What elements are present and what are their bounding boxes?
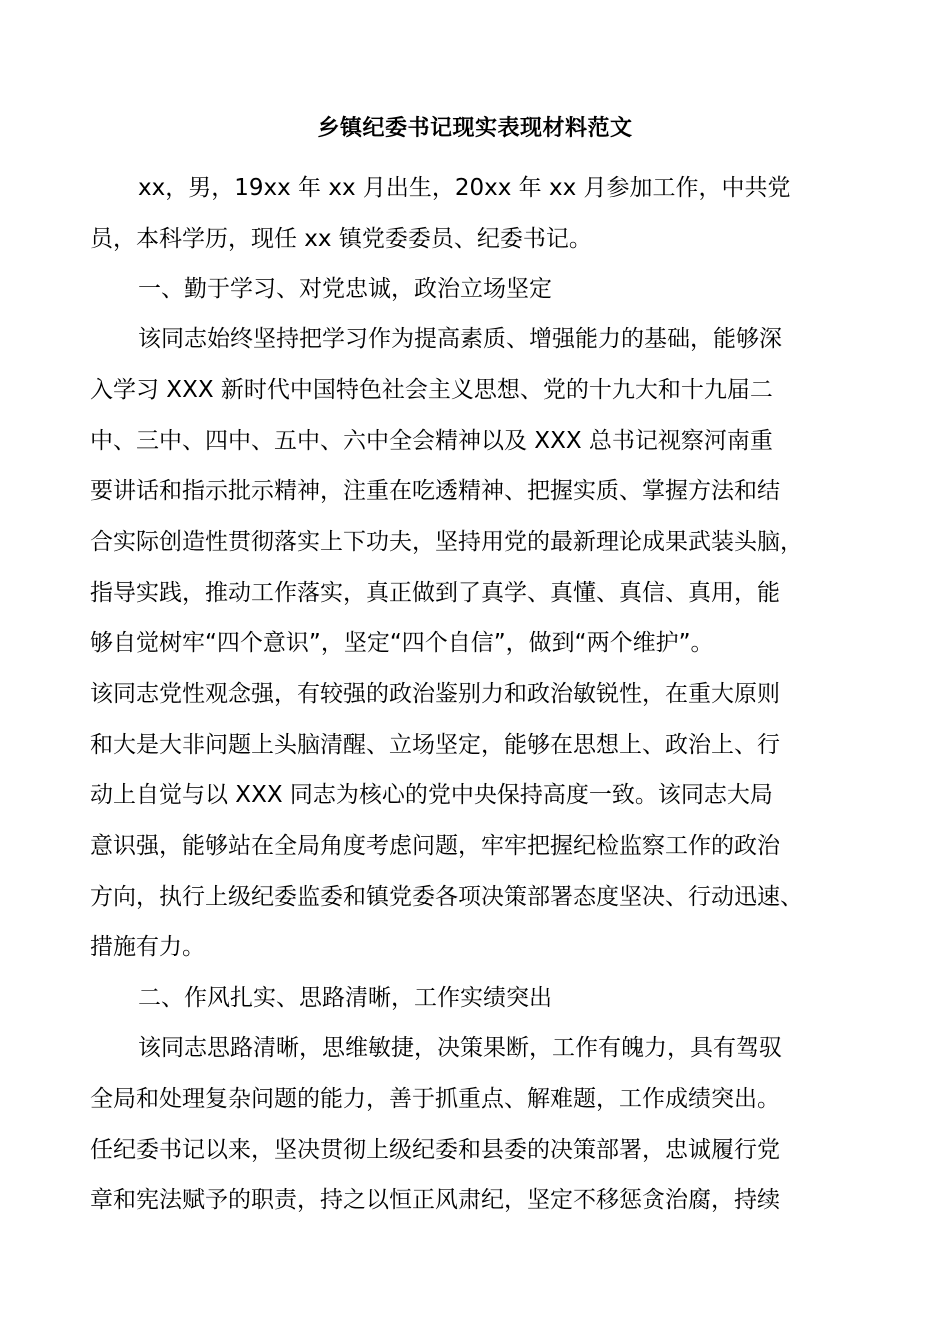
body-line-8: 指导实践，推动工作落实，真正做到了真学、真懂、真信、真用，能 (90, 580, 780, 606)
section-heading-2: 二、作风扎实、思路清晰，工作实绩突出 (138, 985, 552, 1011)
body-line-11: 和大是大非问题上头脑清醒、立场坚定，能够在思想上、政治上、行 (90, 732, 780, 758)
body-line-17: 全局和处理复杂问题的能力，善于抓重点、解难题，工作成绩突出。 (90, 1086, 780, 1112)
body-line-5: 中、三中、四中、五中、六中全会精神以及 XXX 总书记视察河南重 (90, 428, 773, 454)
body-line-13: 意识强，能够站在全局角度考虑问题，牢牢把握纪检监察工作的政治 (90, 833, 780, 859)
body-line-3: 该同志始终坚持把学习作为提高素质、增强能力的基础，能够深 (138, 326, 782, 352)
body-line-4: 入学习 XXX 新时代中国特色社会主义思想、党的十九大和十九届二 (90, 377, 773, 403)
body-line-6: 要讲话和指示批示精神，注重在吃透精神、把握实质、掌握方法和结 (90, 478, 780, 504)
section-heading-1: 一、勤于学习、对党忠诚，政治立场坚定 (138, 276, 552, 302)
body-line-7: 合实际创造性贯彻落实上下功夫，坚持用党的最新理论成果武装头脑， (90, 529, 803, 555)
body-line-9: 够自觉树牢“四个意识”，坚定“四个自信”，做到“两个维护”。 (90, 630, 714, 656)
body-line-2: 员，本科学历，现任 xx 镇党委委员、纪委书记。 (90, 226, 592, 252)
body-line-18: 任纪委书记以来，坚决贯彻上级纪委和县委的决策部署，忠诚履行党 (90, 1137, 780, 1163)
body-line-14: 方向，执行上级纪委监委和镇党委各项决策部署态度坚决、行动迅速、 (90, 884, 803, 910)
body-line-1: xx，男，19xx 年 xx 月出生，20xx 年 xx 月参加工作，中共党 (138, 175, 791, 201)
body-line-12: 动上自觉与以 XXX 同志为核心的党中央保持高度一致。该同志大局 (90, 782, 773, 808)
body-line-19: 章和宪法赋予的职责，持之以恒正风肃纪，坚定不移惩贪治腐，持续 (90, 1187, 780, 1213)
body-line-16: 该同志思路清晰，思维敏捷，决策果断，工作有魄力，具有驾驭 (138, 1035, 782, 1061)
document-title: 乡镇纪委书记现实表现材料范文 (317, 116, 633, 141)
body-line-10: 该同志党性观念强，有较强的政治鉴别力和政治敏锐性，在重大原则 (90, 681, 780, 707)
body-line-15: 措施有力。 (90, 934, 205, 960)
